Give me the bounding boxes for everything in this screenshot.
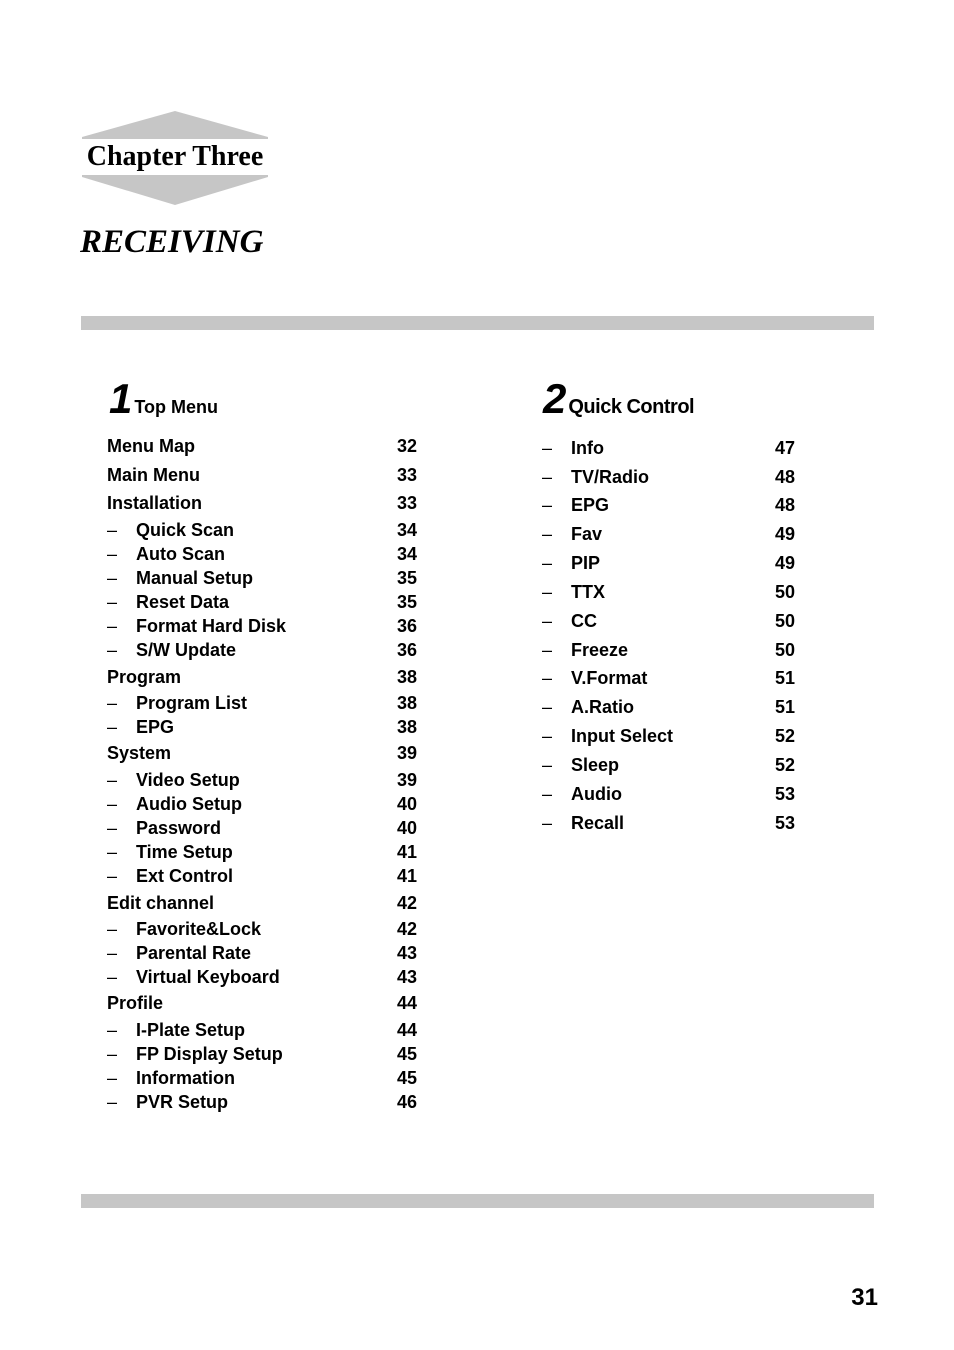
toc-entry-page: 43: [396, 967, 417, 987]
toc-entry: [107, 966, 419, 988]
toc-entry: [107, 492, 419, 514]
toc-entry: [542, 696, 796, 718]
toc-entry: [542, 466, 796, 488]
toc-entry-dash: –: [107, 640, 118, 660]
toc-entry-label: Auto Scan: [136, 544, 226, 564]
toc-entry-dash: –: [107, 919, 118, 939]
toc-entry-dash: –: [107, 717, 118, 737]
toc-entry: [542, 783, 796, 805]
toc-entry: [107, 992, 419, 1014]
toc-entry: [107, 769, 419, 791]
toc-entry-page: 33: [396, 493, 417, 513]
toc-entry: [107, 567, 419, 589]
toc-entry-page: 48: [774, 467, 795, 487]
toc-entry-label: Fav: [571, 524, 603, 544]
toc-entry: [542, 610, 796, 632]
toc-entry-dash: –: [542, 697, 553, 717]
toc-entry-label: V.Format: [571, 668, 648, 688]
toc-entry-label: Audio: [571, 784, 622, 804]
toc-entry: [107, 918, 419, 940]
toc-entry: [107, 591, 419, 613]
toc-entry: [107, 716, 419, 738]
toc-entry-dash: –: [542, 553, 553, 573]
toc-entry-dash: –: [107, 1068, 118, 1088]
section-title: RECEIVING: [80, 224, 264, 260]
toc-entry-page: 50: [774, 640, 795, 660]
column-title: Quick Control: [568, 396, 695, 418]
toc-entry: [107, 639, 419, 661]
toc-entry-label: Audio Setup: [136, 794, 242, 814]
chapter-badge: [82, 111, 268, 205]
toc-entry-label: Ext Control: [136, 866, 233, 886]
toc-entry-dash: –: [107, 770, 118, 790]
toc-entry: [107, 1091, 419, 1113]
toc-entry-label: TTX: [571, 582, 605, 602]
toc-entry-dash: –: [542, 813, 553, 833]
toc-entry-dash: –: [107, 568, 118, 588]
toc-entry-page: 33: [396, 465, 417, 485]
toc-entry-dash: –: [542, 495, 553, 515]
toc-entry-dash: –: [107, 967, 118, 987]
toc-entry-dash: –: [542, 524, 553, 544]
toc-entry-dash: –: [107, 1044, 118, 1064]
toc-entry: [542, 639, 796, 661]
toc-entry: [107, 519, 419, 541]
toc-entry: [107, 1067, 419, 1089]
toc-entry-page: 53: [774, 784, 795, 804]
toc-entry-page: 35: [396, 568, 417, 588]
toc-entry-dash: –: [107, 616, 118, 636]
toc-entry-page: 38: [396, 693, 417, 713]
toc-entry-page: 36: [396, 616, 417, 636]
toc-entry-page: 36: [396, 640, 417, 660]
toc-entry-label: PVR Setup: [136, 1092, 229, 1112]
column-number: 2: [543, 375, 565, 422]
toc-entry: [107, 817, 419, 839]
toc-entry-dash: –: [542, 582, 553, 602]
toc-entry-page: 48: [774, 495, 795, 515]
toc-entry-label: Reset Data: [136, 592, 230, 612]
top-divider: [81, 316, 874, 330]
toc-entry: [107, 1019, 419, 1041]
toc-entry-page: 38: [396, 667, 417, 687]
toc-entry-page: 43: [396, 943, 417, 963]
chapter-label: Chapter Three: [82, 139, 268, 175]
toc-entry-page: 53: [774, 813, 795, 833]
toc-entry-page: 34: [396, 544, 417, 564]
toc-entry-label: Input Select: [571, 726, 674, 746]
toc-entry-dash: –: [542, 784, 553, 804]
toc-entry-page: 32: [396, 436, 417, 456]
toc-entry-label: Quick Scan: [136, 520, 235, 540]
toc-entry-page: 50: [774, 582, 795, 602]
toc-entry-label: Virtual Keyboard: [136, 967, 280, 987]
toc-entry: [542, 812, 796, 834]
toc-entry-page: 42: [396, 893, 417, 913]
toc-entry: [107, 942, 419, 964]
toc-entry-dash: –: [107, 520, 118, 540]
toc-entry-page: 50: [774, 611, 795, 631]
toc-entry-page: 46: [396, 1092, 417, 1112]
toc-entry-label: S/W Update: [136, 640, 237, 660]
toc-entry-page: 34: [396, 520, 417, 540]
toc-entry-page: 44: [396, 993, 417, 1013]
toc-entry-label: EPG: [136, 717, 175, 737]
toc-entry-page: 45: [396, 1068, 417, 1088]
toc-entry-dash: –: [107, 1020, 118, 1040]
toc-entry: [542, 667, 796, 689]
toc-entry-dash: –: [542, 611, 553, 631]
toc-entry-dash: –: [542, 467, 553, 487]
toc-entry-page: 38: [396, 717, 417, 737]
toc-entry: [107, 666, 419, 688]
toc-entry-label: Menu Map: [107, 436, 195, 456]
toc-entry-dash: –: [107, 943, 118, 963]
toc-entry-page: 40: [396, 818, 417, 838]
toc-entry: [107, 742, 419, 764]
toc-entry-page: 51: [774, 668, 795, 688]
toc-entry: [107, 841, 419, 863]
toc-entry-page: 39: [396, 743, 417, 763]
toc-entry: [107, 892, 419, 914]
toc-entry-page: 47: [774, 438, 795, 458]
toc-entry-label: I-Plate Setup: [136, 1020, 246, 1040]
toc-entry-page: 44: [396, 1020, 417, 1040]
toc-entry-dash: –: [542, 755, 553, 775]
toc-entry-label: EPG: [571, 495, 610, 515]
toc-entry: [107, 692, 419, 714]
toc-entry-dash: –: [107, 544, 118, 564]
toc-entry-page: 52: [774, 726, 795, 746]
column-heading-top-menu: [109, 375, 219, 422]
toc-entry-label: Installation: [107, 493, 203, 513]
bottom-divider: [81, 1194, 874, 1208]
toc-entry-label: Info: [571, 438, 604, 458]
toc-entry-label: Program List: [136, 693, 248, 713]
toc-entry-label: System: [107, 743, 172, 763]
toc-entry-page: 39: [396, 770, 417, 790]
toc-entry: [107, 865, 419, 887]
toc-entry-label: Password: [136, 818, 222, 838]
toc-entry-page: 49: [774, 553, 795, 573]
toc-entry-page: 41: [396, 842, 417, 862]
toc-entry: [542, 494, 796, 516]
toc-entry-label: PIP: [571, 553, 601, 573]
toc-entry-dash: –: [542, 726, 553, 746]
toc-entry-label: Time Setup: [136, 842, 233, 862]
toc-entry-page: 41: [396, 866, 417, 886]
toc-entry: [107, 464, 419, 486]
toc-entry-label: TV/Radio: [571, 467, 650, 487]
toc-entry-label: A.Ratio: [571, 697, 634, 717]
toc-entry: [542, 725, 796, 747]
toc-entry-label: CC: [571, 611, 597, 631]
toc-entry-label: Favorite&Lock: [136, 919, 262, 939]
toc-entry: [542, 523, 796, 545]
toc-entry-dash: –: [542, 640, 553, 660]
toc-entry-dash: –: [107, 866, 118, 886]
column-heading-quick-control: [543, 375, 695, 422]
toc-entry-label: Main Menu: [107, 465, 200, 485]
toc-entry-label: Edit channel: [107, 893, 215, 913]
toc-entry-label: Sleep: [571, 755, 620, 775]
toc-entry: [107, 1043, 419, 1065]
toc-entry-page: 42: [396, 919, 417, 939]
toc-entry: [542, 754, 796, 776]
toc-entry: [542, 437, 796, 459]
toc-entry-label: Video Setup: [136, 770, 240, 790]
toc-entry-page: 49: [774, 524, 795, 544]
column-title: Top Menu: [134, 397, 219, 417]
toc-entry: [107, 615, 419, 637]
toc-entry-dash: –: [542, 668, 553, 688]
toc-entry: [542, 552, 796, 574]
toc-entry: [107, 793, 419, 815]
toc-entry-label: Program: [107, 667, 182, 687]
toc-entry: [107, 543, 419, 565]
page-number: 31: [851, 1284, 878, 1311]
column-number: 1: [109, 375, 131, 422]
toc-entry-dash: –: [107, 1092, 118, 1112]
toc-entry-dash: –: [107, 592, 118, 612]
toc-entry: [107, 435, 419, 457]
toc-entry-label: Parental Rate: [136, 943, 252, 963]
toc-entry-page: 52: [774, 755, 795, 775]
toc-entry: [542, 581, 796, 603]
toc-entry-dash: –: [542, 438, 553, 458]
toc-entry-label: Profile: [107, 993, 164, 1013]
toc-entry-label: Recall: [571, 813, 625, 833]
toc-entry-label: Information: [136, 1068, 235, 1088]
toc-entry-page: 51: [774, 697, 795, 717]
toc-entry-page: 40: [396, 794, 417, 814]
toc-entry-dash: –: [107, 693, 118, 713]
toc-entry-label: Manual Setup: [136, 568, 254, 588]
toc-entry-dash: –: [107, 818, 118, 838]
toc-entry-label: FP Display Setup: [136, 1044, 283, 1064]
toc-entry-label: Format Hard Disk: [136, 616, 287, 636]
toc-entry-page: 45: [396, 1044, 417, 1064]
toc-entry-page: 35: [396, 592, 417, 612]
toc-entry-label: Freeze: [571, 640, 629, 660]
toc-entry-dash: –: [107, 842, 118, 862]
toc-entry-dash: –: [107, 794, 118, 814]
